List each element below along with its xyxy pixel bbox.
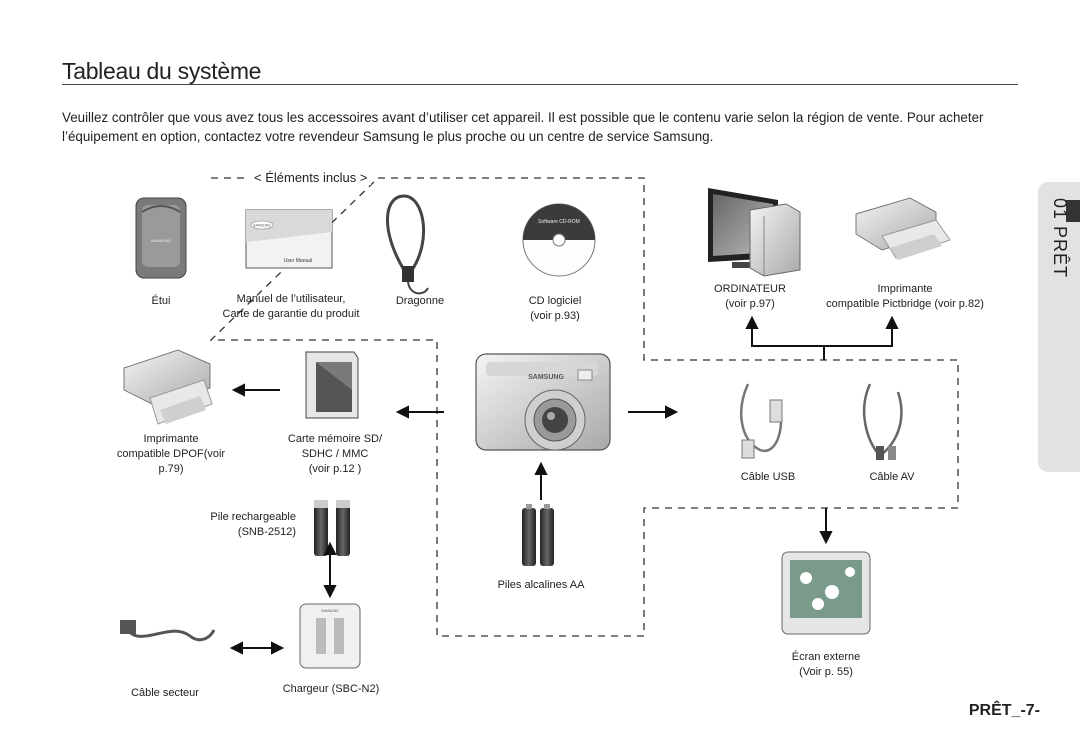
- ac-cable-icon: [120, 620, 214, 640]
- digital-camera-icon: [476, 354, 610, 450]
- external-tv-icon: [782, 552, 870, 634]
- av-cable-label: Câble AV: [869, 471, 915, 483]
- computer-icon: [708, 188, 800, 276]
- manual-label: [216, 292, 366, 322]
- computer-label-line2: (voir p.97): [725, 298, 775, 310]
- pictbridge-printer-label: [822, 282, 988, 312]
- dpof-printer-label: [116, 432, 226, 477]
- software-cd-icon: [523, 204, 595, 276]
- intro-paragraph: Veuillez contrôler que vous avez tous les accessoires avant d’utiliser cet appareil. Il est possible que le contenu varie selon la région de vente. Pour acheter l’équipement en option, contactez votre revendeur Samsung le plus proche ou un centre de service Samsung.: [62, 110, 984, 144]
- battery-label-line2: (SNB-2512): [237, 526, 296, 538]
- charger-label: Chargeur (SBC-N2): [282, 683, 380, 695]
- usb-cable-label: Câble USB: [740, 471, 796, 483]
- manual-label-line1: Manuel de l’utilisateur,: [236, 293, 346, 305]
- page-title: Tableau du système: [62, 58, 262, 84]
- cd-label: Software CD-ROM: [538, 219, 580, 225]
- pictbridge-printer-icon: [856, 198, 950, 260]
- cd-label-line2: (voir p.93): [530, 310, 580, 322]
- camera-brand: SAMSUNG: [528, 374, 564, 381]
- manual-brand: SAMSUNG: [253, 223, 271, 228]
- rechargeable-battery-label: [196, 510, 296, 540]
- av-cable-icon: [864, 384, 901, 460]
- case-brand: SAMSUNG: [150, 238, 172, 243]
- computer-label-line1: ORDINATEUR: [714, 283, 786, 295]
- chapter-tab-label: 01 PRÊT: [1050, 198, 1070, 279]
- dpof-label-line2: compatible DPOF(voir: [116, 448, 226, 460]
- wrist-strap-icon: [387, 196, 428, 293]
- tv-label-line1: Écran externe: [791, 651, 861, 663]
- manual-cover-title: User Manual: [283, 258, 313, 264]
- included-items-label: < Éléments inclus >: [250, 170, 371, 185]
- cd-software-label: [510, 294, 600, 324]
- pictbridge-label-line2: compatible Pictbridge (voir p.82): [826, 298, 984, 310]
- strap-label: Dragonne: [395, 295, 445, 307]
- ac-cable-label: Câble secteur: [131, 687, 199, 699]
- page-number: PRÊT_-7-: [968, 702, 1040, 719]
- manual-label-line2: Carte de garantie du produit: [222, 308, 360, 320]
- cd-label-line1: CD logiciel: [528, 295, 582, 307]
- pictbridge-label-line1: Imprimante: [877, 283, 933, 295]
- computer-label: [700, 282, 800, 312]
- usb-cable-icon: [741, 384, 782, 458]
- dpof-label-line1: Imprimante: [143, 433, 199, 445]
- sd-label-line2: SDHC / MMC: [301, 448, 369, 460]
- external-tv-label: [776, 650, 876, 680]
- battery-label-line1: Pile rechargeable: [210, 511, 296, 523]
- battery-charger-icon: [300, 604, 360, 668]
- sd-label-line3: (voir p.12 ): [308, 463, 362, 475]
- tv-label-line2: (Voir p. 55): [799, 666, 853, 678]
- aa-batteries-icon: [522, 504, 554, 566]
- aa-batteries-label: Piles alcalines AA: [497, 579, 585, 591]
- case-label: Étui: [151, 295, 171, 307]
- sd-label-line1: Carte mémoire SD/: [287, 433, 383, 445]
- charger-brand: SAMSUNG: [321, 609, 339, 613]
- dpof-label-line3: p.79): [158, 463, 184, 475]
- dpof-printer-icon: [124, 350, 212, 424]
- sd-card-icon: [306, 352, 358, 418]
- sd-card-label: [280, 432, 390, 477]
